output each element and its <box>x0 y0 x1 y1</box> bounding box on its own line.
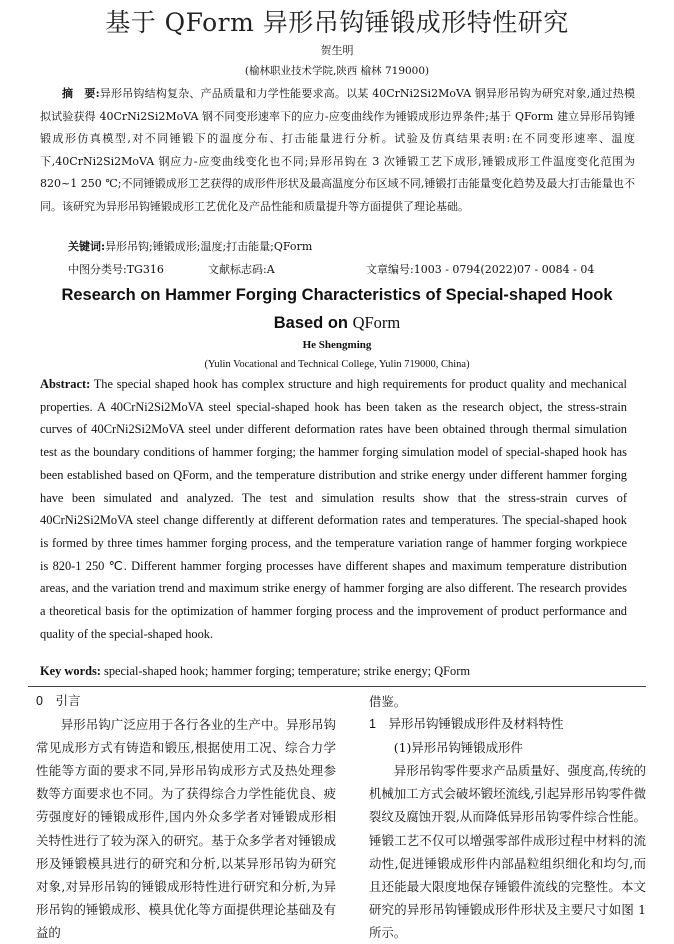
english-abstract-label: Abstract: <box>40 377 91 391</box>
english-title-line2-prefix: Based on <box>273 314 353 332</box>
section-divider <box>28 686 646 687</box>
english-title <box>0 282 674 337</box>
article-number: 文章编号:1003 - 0794(2022)07 - 0084 - 04 <box>366 263 595 276</box>
chinese-title: 基于 QForm 异形吊钩锤锻成形特性研究 <box>105 8 569 37</box>
english-keywords <box>40 661 640 681</box>
chinese-keywords <box>68 238 635 256</box>
document-code: 文献标志码:A <box>208 263 275 276</box>
english-affiliation: (Yulin Vocational and Technical College, Yulin 719000, China) <box>204 359 470 370</box>
section-0-paragraph: 异形吊钩广泛应用于各行各业的生产中。异形吊钩常见成形方式有铸造和锻压,根据使用工况、综合力学性能等方面的要求不同,异形吊钩成形方式及热处理参数等方面要求也不同。为了获得综合力学性能优良、疲劳强度好的锤锻成形件,国内外众多学者对锤锻成形相关特性进行了较为深入的研究。基于众多学者对锤锻成形及锤锻模具进行的研究和分析,以某异形吊钩为研究对象,对异形吊钩的锤锻成形特性进行研究和分析,为异形吊钩的锤锻成形、模具优化等方面提供理论基础及有益的 <box>36 717 336 940</box>
body-column-right <box>369 690 646 944</box>
english-abstract-text: The special shaped hook has complex structure and high requirements for product quality and mechanical properties. A 40CrNi2Si2MoVA steel special-shaped hook has been taken as the research object, the stress-strain curves of 40CrNi2Si2MoVA steel under different deformation rates have been obtained through thermal simulation test as the boundary conditions of hammer forging; the hammer forging simulation model of special-shaped hook has been established based on QForm, and the temperature distribution and strike energy under different hammer forging have been simulated and analyzed. The test and simulation results show that the stress-strain curves of 40CrNi2Si2MoVA steel change differently at different deformation rates and temperatures. The special-shaped hook is formed by three times hammer forging process, and the temperature variation range of hammer forging workpiece is 820-1 250 ℃. Different hammer forging processes have different shapes and maximum temperature distribution areas, and the variation trend and maximum strike energy of hammer forging are also different. The research provides a theoretical basis for the optimization of hammer forging process and the improvement of product performance and quality of the special-shaped hook. <box>40 377 627 641</box>
chinese-abstract <box>40 83 635 219</box>
chinese-keywords-text: 异形吊钩;锤锻成形;温度;打击能量;QForm <box>105 240 313 253</box>
english-title-line1: Research on Hammer Forging Characteristics of Special-shaped Hook <box>61 286 613 304</box>
english-title-line2 <box>0 309 674 337</box>
english-title-qform: QForm <box>352 313 401 332</box>
body-column-left <box>36 690 336 944</box>
english-abstract <box>40 373 627 645</box>
section-1-subheading: (1)异形吊钩锤锻成形件 <box>393 740 523 756</box>
section-1-paragraph: 异形吊钩零件要求产品质量好、强度高,传统的机械加工方式会破坏锻坯流线,引起异形吊钩零件微裂纹及腐蚀开裂,从而降低异形吊钩零件综合性能。锤锻工艺不仅可以增强零部件成形过程中材料的流动性,促进锤锻成形件内部晶粒组织细化和均匀,而且还能最大限度地保存锤锻件流线的完整性。本文研究的异形吊钩锤锻成形件形状及主要尺寸如图 1 所示。 <box>369 763 646 940</box>
section-0-heading: 0 引言 <box>36 694 81 708</box>
chinese-affiliation: (榆林职业技术学院,陕西 榆林 719000) <box>244 65 430 77</box>
english-keywords-text: special-shaped hook; hammer forging; temperature; strike energy; QForm <box>100 664 471 678</box>
chinese-keywords-label: 关键词: <box>68 240 106 253</box>
clc-number: 中图分类号:TG316 <box>68 263 164 276</box>
classification-line <box>68 261 635 279</box>
chinese-author: 贺生明 <box>320 44 354 57</box>
chinese-abstract-text: 异形吊钩结构复杂、产品质量和力学性能要求高。以某 40CrNi2Si2MoVA 钢异形吊钩为研究对象,通过热模拟试验获得 40CrNi2Si2MoVA 钢不同变形速率下的应力-应变曲线作为锤锻成形边界条件;基于 QForm 建立异形吊钩锤锻成形仿真模型,对不同锤锻下的温度分布、打击能量进行分析。试验及仿真结果表明:在不同变形速率、温度下,40CrNi2Si2MoVA 钢应力-应变曲线变化也不同;异形吊钩在 3 次锤锻工艺下成形,锤锻成形工件温度变化范围为 820~1 250 ℃;不同锤锻成形工艺获得的成形件形状及最高温度分布区域不同,锤锻打击能量变化趋势及最大打击能量也不同。该研究为异形吊钩锤锻成形工艺优化及产品性能和质量提升等方面提供了理论基础。 <box>40 87 635 213</box>
chinese-abstract-label: 摘 要: <box>62 87 100 100</box>
section-0-paragraph-continued: 借鉴。 <box>369 694 407 709</box>
english-author: He Shengming <box>302 339 372 351</box>
english-keywords-label: Key words: <box>40 664 101 678</box>
section-1-heading: 1 异形吊钩锤锻成形件及材料特性 <box>369 717 564 732</box>
